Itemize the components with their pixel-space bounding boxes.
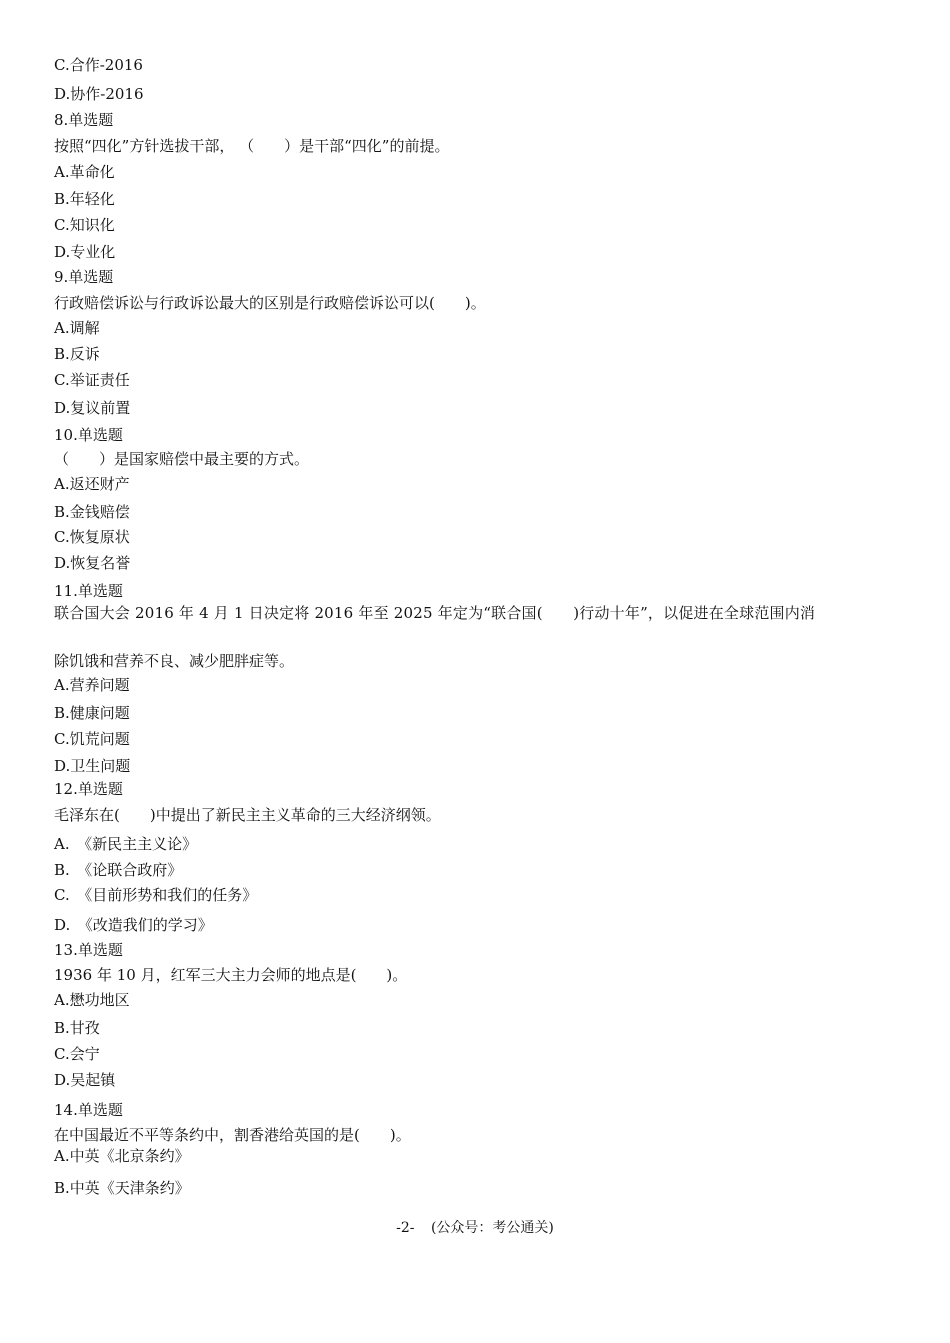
option-line: C.恢复原状	[54, 528, 130, 546]
question-header: 12.单选题	[54, 780, 123, 798]
option-line: D.吴起镇	[54, 1071, 116, 1089]
page-number: -2-	[396, 1220, 415, 1236]
option-line: D. 《改造我们的学习》	[54, 916, 213, 934]
option-line: C. 《目前形势和我们的任务》	[54, 886, 258, 904]
option-line: B. 《论联合政府》	[54, 861, 183, 879]
option-line: B.金钱赔偿	[54, 503, 130, 521]
option-line: D.复议前置	[54, 399, 131, 417]
question-text: 1936 年 10 月，红军三大主力会师的地点是( )。	[54, 966, 408, 984]
option-line: B.反诉	[54, 345, 100, 363]
option-line: D.协作-2016	[54, 85, 144, 103]
question-header: 10.单选题	[54, 426, 123, 444]
page-footer	[0, 1219, 950, 1237]
option-line: A.营养问题	[54, 676, 130, 694]
question-text: 联合国大会 2016 年 4 月 1 日决定将 2016 年至 2025 年定为“联合国( )行动十年”，以促进在全球范围内消	[54, 604, 816, 622]
question-text: 行政赔偿诉讼与行政诉讼最大的区别是行政赔偿诉讼可以( )。	[54, 294, 486, 312]
option-line: B.甘孜	[54, 1019, 100, 1037]
option-line: A.中英《北京条约》	[54, 1147, 190, 1165]
option-line: D.专业化	[54, 243, 116, 261]
option-line: C.知识化	[54, 216, 115, 234]
question-header: 14.单选题	[54, 1101, 123, 1119]
question-text: 在中国最近不平等条约中，割香港给英国的是( )。	[54, 1126, 411, 1144]
question-text: 按照“四化”方针选拔干部， （ ）是干部“四化”的前提。	[54, 137, 450, 155]
option-line: D.恢复名誉	[54, 554, 131, 572]
option-line: B.健康问题	[54, 704, 130, 722]
question-header: 11.单选题	[54, 582, 123, 600]
footer-source: (公众号：考公通关)	[430, 1220, 554, 1236]
option-line: A.革命化	[54, 163, 115, 181]
option-line: A. 《新民主主义论》	[54, 835, 198, 853]
option-line: A.懋功地区	[54, 991, 130, 1009]
option-line: B.中英《天津条约》	[54, 1179, 190, 1197]
question-text-continued: 除饥饿和营养不良、减少肥胖症等。	[54, 652, 295, 670]
option-line: A.调解	[54, 319, 100, 337]
question-header: 13.单选题	[54, 941, 123, 959]
question-header: 9.单选题	[54, 268, 114, 286]
option-line: D.卫生问题	[54, 757, 131, 775]
question-text: （ ）是国家赔偿中最主要的方式。	[54, 450, 310, 468]
option-line: C.合作-2016	[54, 56, 143, 74]
option-line: B.年轻化	[54, 190, 115, 208]
option-line: C.会宁	[54, 1045, 100, 1063]
option-line: C.饥荒问题	[54, 730, 130, 748]
question-header: 8.单选题	[54, 111, 114, 129]
question-text: 毛泽东在( )中提出了新民主主义革命的三大经济纲领。	[54, 806, 441, 824]
option-line: A.返还财产	[54, 475, 130, 493]
option-line: C.举证责任	[54, 371, 130, 389]
